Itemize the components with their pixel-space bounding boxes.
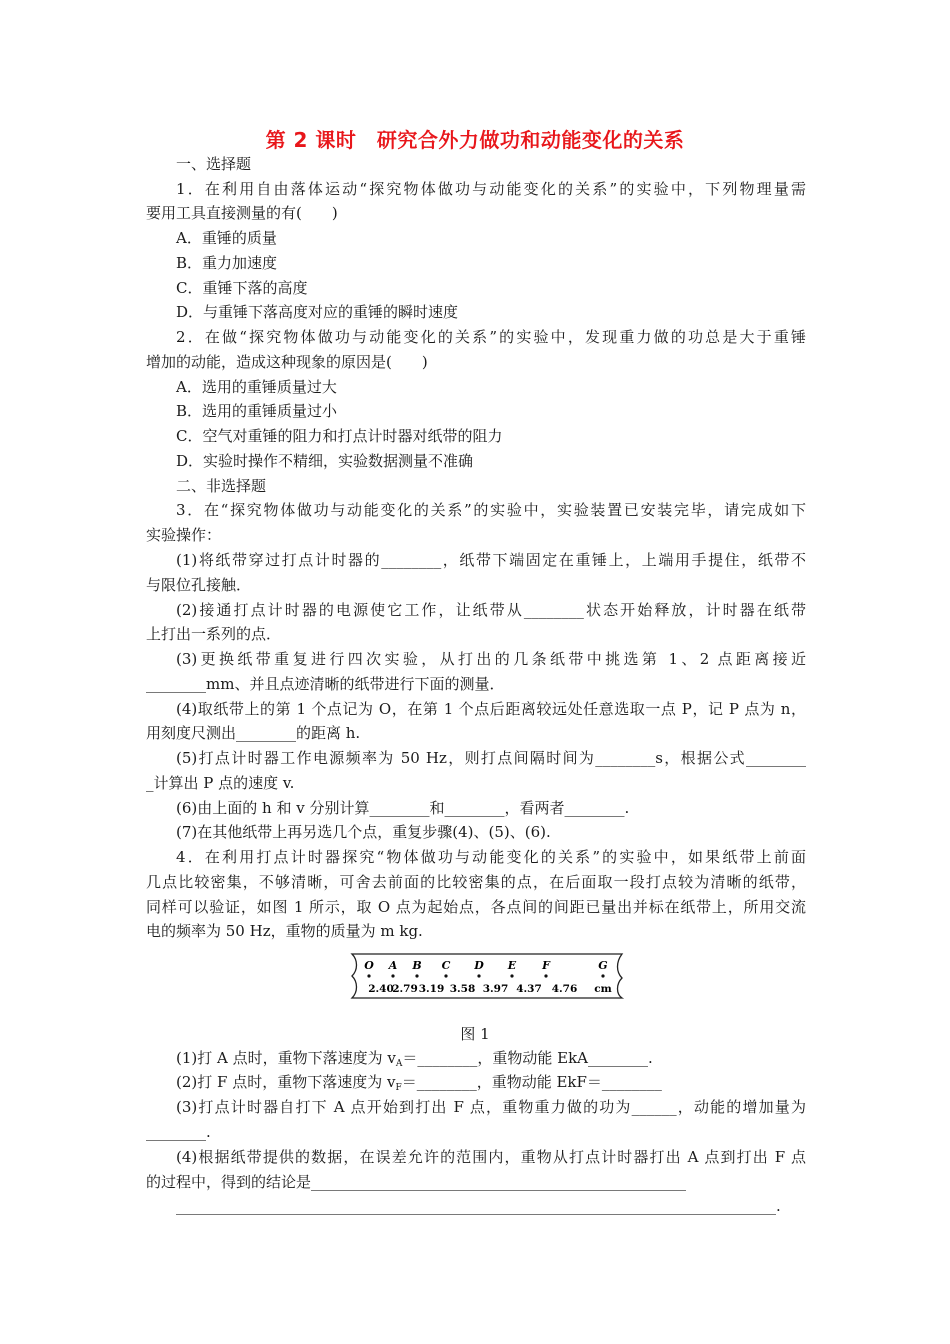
tape-point-label: O	[364, 959, 374, 972]
question-4-part-1	[176, 1048, 653, 1074]
question-3-step-5-cont: _计算出 P 点的速度 v.	[146, 774, 295, 792]
tape-dot	[444, 974, 447, 977]
question-3-step-6: (6)由上面的 h 和 v 分别计算________和________，看两者________.	[176, 799, 630, 817]
question-1-option-c: C．重锤下落的高度	[176, 279, 308, 297]
question-1-option-d: D．与重锤下落高度对应的重锤的瞬时速度	[176, 303, 459, 321]
part-2-text-cont: ＝________，重物动能 EkF＝________	[401, 1073, 662, 1091]
question-3-step-2: (2)接通打点计时器的电源使它工作，让纸带从________状态开始释放，计时器在纸带	[176, 601, 806, 619]
part-1-text: (1)打 A 点时，重物下落速度为 v	[176, 1049, 396, 1067]
question-1-text-cont: 要用工具直接测量的有( )	[146, 204, 338, 222]
tape-dot	[510, 974, 513, 977]
question-3-text-cont: 实验操作：	[146, 526, 222, 544]
tape-point-label: G	[598, 959, 608, 972]
tape-dot	[477, 974, 480, 977]
question-4-part-3-cont: ________.	[146, 1123, 211, 1141]
tape-unit-label: cm	[594, 983, 612, 995]
question-4-text: 4．在利用打点计时器探究“物体做功与动能变化的关系”的实验中，如果纸带上前面	[176, 848, 806, 866]
section-heading-choice: 一、选择题	[176, 155, 252, 173]
question-2-option-d: D．实验时操作不精细，实验数据测量不准确	[176, 452, 474, 470]
tape-distance-label: 4.76	[551, 983, 578, 995]
question-3-step-3-cont: ________mm、并且点迹清晰的纸带进行下面的测量．	[146, 675, 505, 693]
question-1-text: 1．在利用自由落体运动“探究物体做功与动能变化的关系”的实验中，下列物理量需	[176, 180, 806, 198]
tape-distance-label: 2.40	[368, 983, 394, 995]
tape-distance-label: 2.79	[392, 983, 418, 995]
tape-dot	[544, 974, 547, 977]
question-4-text-cont-1: 几点比较密集，不够清晰，可舍去前面的比较密集的点，在后面取一段打点较为清晰的纸带，	[146, 873, 806, 891]
question-1-option-b: B．重力加速度	[176, 254, 278, 272]
question-2-option-a: A．选用的重锤质量过大	[176, 378, 337, 396]
tape-point-label: A	[388, 959, 398, 972]
tape-dot	[391, 974, 394, 977]
question-4-part-4-cont: 的过程中，得到的结论是__________________________________________________	[146, 1173, 687, 1191]
velocity-subscript-a: A	[395, 1059, 403, 1069]
tape-dot	[415, 974, 418, 977]
tape-distance-label: 3.19	[418, 983, 445, 995]
question-3-step-7: (7)在其他纸带上再另选几个点，重复步骤(4)、(5)、(6).	[176, 823, 551, 841]
tape-distance-label: 3.58	[449, 983, 476, 995]
question-3-step-4-cont: 用刻度尺测出________的距离 h.	[146, 724, 361, 742]
question-4-answer-line: ________________________________________________________________________________.	[176, 1197, 781, 1215]
question-3-step-2-cont: 上打出一系列的点．	[146, 625, 282, 643]
figure-caption: 图 1	[460, 1025, 490, 1043]
question-3-step-4: (4)取纸带上的第 1 个点记为 O，在第 1 个点后距离较远处任意选取一点 P，记 P 点为 n，	[176, 700, 806, 718]
question-2-option-b: B．选用的重锤质量过小	[176, 402, 338, 420]
paper-tape-figure	[340, 950, 630, 1002]
question-3-step-3: (3)更换纸带重复进行四次实验，从打出的几条纸带中挑选第 1、2 点距离接近	[176, 650, 806, 668]
question-4-text-cont-3: 电的频率为 50 Hz，重物的质量为 m kg.	[146, 922, 423, 940]
tape-point-label: E	[507, 959, 517, 972]
question-2-text: 2．在做“探究物体做功与动能变化的关系”的实验中，发现重力做的功总是大于重锤	[176, 328, 806, 346]
question-3-step-1: (1)将纸带穿过打点计时器的________，纸带下端固定在重锤上，上端用手提住，纸带不	[176, 551, 806, 569]
part-2-text: (2)打 F 点时，重物下落速度为 v	[176, 1073, 396, 1091]
question-1-option-a: A．重锤的质量	[176, 229, 277, 247]
tape-point-label: F	[542, 959, 550, 972]
tape-point-label: C	[441, 959, 451, 972]
section-heading-nonchoice: 二、非选择题	[176, 477, 267, 495]
question-3-step-5: (5)打点计时器工作电源频率为 50 Hz，则打点间隔时间为________s，根据公式________	[176, 749, 806, 767]
tape-dot	[367, 974, 370, 977]
question-4-part-2	[176, 1072, 662, 1098]
tape-distance-label: 4.37	[516, 983, 542, 995]
question-3-step-1-cont: 与限位孔接触．	[146, 576, 252, 594]
tape-dot	[601, 974, 604, 977]
tape-point-label: B	[412, 959, 422, 972]
question-3-text: 3．在“探究物体做功与动能变化的关系”的实验中，实验装置已安装完毕，请完成如下	[176, 501, 806, 519]
question-2-text-cont: 增加的动能，造成这种现象的原因是( )	[146, 353, 428, 371]
question-4-text-cont-2: 同样可以验证，如图 1 所示，取 O 点为起始点，各点间的间距已量出并标在纸带上，所用交流	[146, 898, 806, 916]
question-4-part-3: (3)打点计时器自打下 A 点开始到打出 F 点，重物重力做的功为______，动能的增加量为	[176, 1098, 806, 1116]
tape-distance-label: 3.97	[482, 983, 509, 995]
question-4-part-4: (4)根据纸带提供的数据，在误差允许的范围内，重物从打点计时器打出 A 点到打出 F 点	[176, 1148, 806, 1166]
part-1-text-cont: ＝________，重物动能 EkA________.	[402, 1049, 653, 1067]
velocity-subscript-f: F	[395, 1083, 402, 1093]
question-2-option-c: C．空气对重锤的阻力和打点计时器对纸带的阻力	[176, 427, 503, 445]
page-title: 第 2 课时 研究合外力做功和动能变化的关系	[265, 128, 685, 152]
tape-point-label: D	[474, 959, 484, 972]
